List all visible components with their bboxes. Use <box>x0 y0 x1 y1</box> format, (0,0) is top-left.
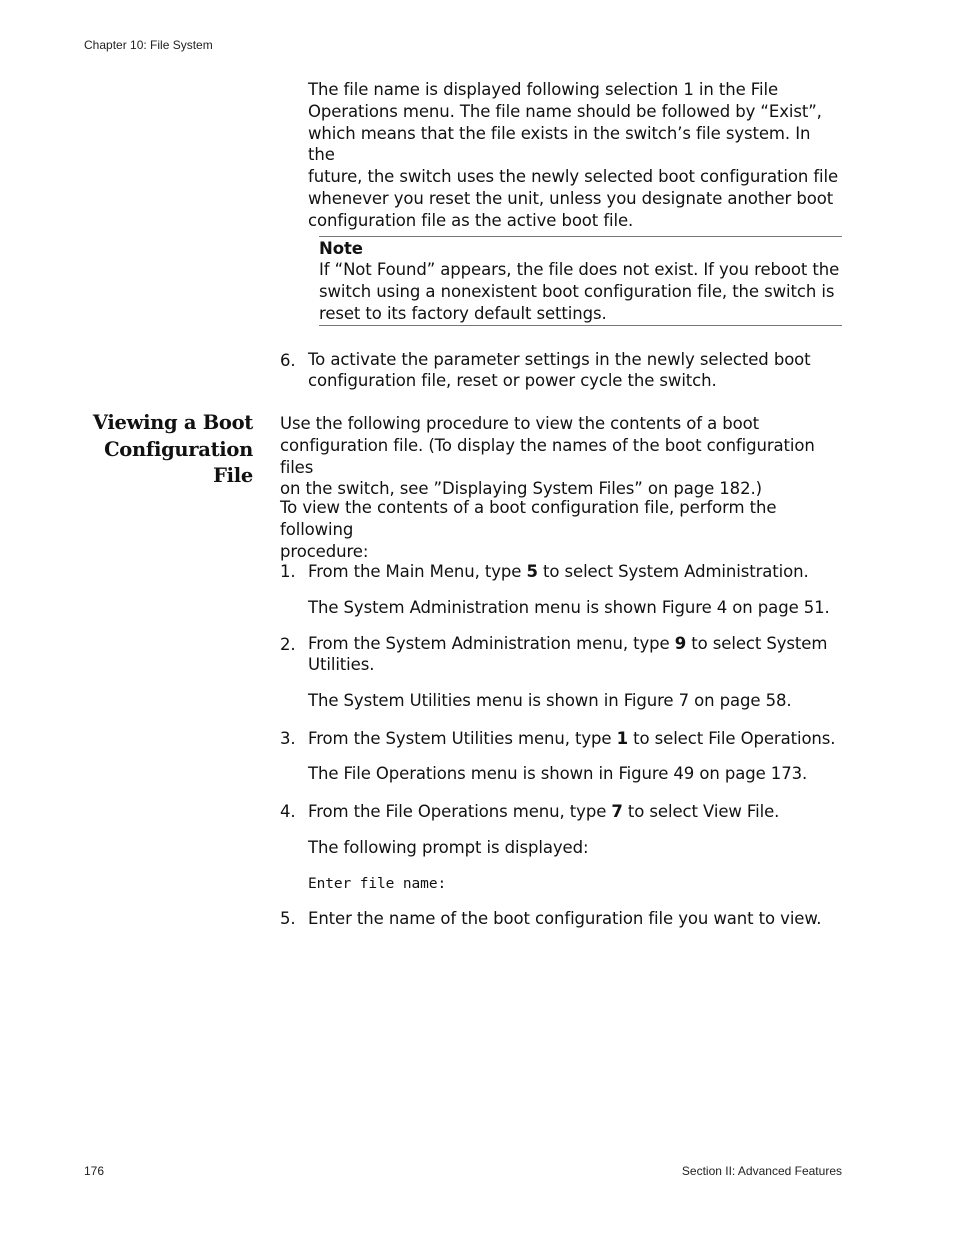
section-paragraph-2 <box>280 497 842 562</box>
text-line: whenever you reset the unit, unless you designate another boot <box>308 188 834 208</box>
text-line: To view the contents of a boot configuration file, perform the following <box>280 498 777 539</box>
text-line: switch using a nonexistent boot configuration file, the switch is <box>319 281 835 301</box>
step-number: 6. <box>280 351 296 370</box>
step-number: 4. <box>280 802 296 821</box>
text-line: If “Not Found” appears, the file does not exist. If you reboot the <box>319 260 840 279</box>
step-text-post: to select System <box>686 634 828 653</box>
menu-key: 7 <box>611 802 623 821</box>
step-note: The File Operations menu is shown in Figure 49 on page 173. <box>308 764 808 783</box>
step-text <box>308 634 842 675</box>
step-text-pre: From the System Utilities menu, type <box>308 729 617 748</box>
heading-line: Viewing a Boot <box>92 411 253 434</box>
menu-key: 9 <box>674 634 687 653</box>
section-paragraph-1 <box>280 413 842 500</box>
note-box <box>319 236 842 326</box>
step-text-pre: From the File Operations menu, type <box>308 802 612 821</box>
step-text <box>308 801 842 823</box>
text-line: configuration file, reset or power cycle the switch. <box>308 370 717 390</box>
page-number: 176 <box>84 1164 105 1178</box>
step-note: The System Administration menu is shown Figure 4 on page 51. <box>308 598 830 617</box>
step-text <box>308 728 842 750</box>
step-note: The System Utilities menu is shown in Figure 7 on page 58. <box>308 691 792 710</box>
text-line: The file name is displayed following selection 1 in the File <box>308 80 779 99</box>
step-number: 2. <box>280 635 296 654</box>
note-title: Note <box>319 239 363 258</box>
menu-key: 1 <box>616 729 628 748</box>
text-line: future, the switch uses the newly selected boot configuration file <box>308 167 839 187</box>
step-text-pre: From the Main Menu, type <box>308 562 527 581</box>
step-text: Enter the name of the boot configuration file you want to view. <box>308 909 822 928</box>
menu-key: 5 <box>526 562 538 581</box>
text-line: configuration file as the active boot file. <box>308 210 634 230</box>
step-text <box>308 350 842 391</box>
running-header: Chapter 10: File System <box>84 38 213 52</box>
text-line: reset to its factory default settings. <box>319 303 607 323</box>
text-line: procedure: <box>280 541 369 561</box>
step-number: 3. <box>280 729 296 748</box>
step-text-post: to select View File. <box>622 802 780 821</box>
note-text <box>319 259 842 324</box>
text-line: which means that the file exists in the switch’s file system. In the <box>308 123 811 165</box>
step-number: 1. <box>280 562 296 581</box>
step-number: 5. <box>280 909 296 928</box>
text-line: Use the following procedure to view the contents of a boot <box>280 414 760 433</box>
step-note: The following prompt is displayed: <box>308 838 589 857</box>
step-text <box>308 561 842 583</box>
heading-line: Configuration <box>104 437 253 461</box>
text-line: on the switch, see ”Displaying System Files” on page 182.) <box>280 479 762 499</box>
step-text-post: to select System Administration. <box>537 562 809 581</box>
step-text-pre: From the System Administration menu, type <box>308 634 675 653</box>
step-text-line-2: Utilities. <box>308 654 375 674</box>
running-footer-section: Section II: Advanced Features <box>681 1164 842 1178</box>
heading-line: File <box>213 464 253 487</box>
section-heading <box>60 410 253 490</box>
text-line: Operations menu. The file name should be followed by “Exist”, <box>308 101 822 121</box>
prompt-code: Enter file name: <box>308 876 447 892</box>
text-line: configuration file. (To display the names of the boot configuration files <box>280 435 815 477</box>
step-text-post: to select File Operations. <box>628 729 836 748</box>
intro-paragraph <box>308 79 842 232</box>
text-line: To activate the parameter settings in the newly selected boot <box>308 350 811 369</box>
